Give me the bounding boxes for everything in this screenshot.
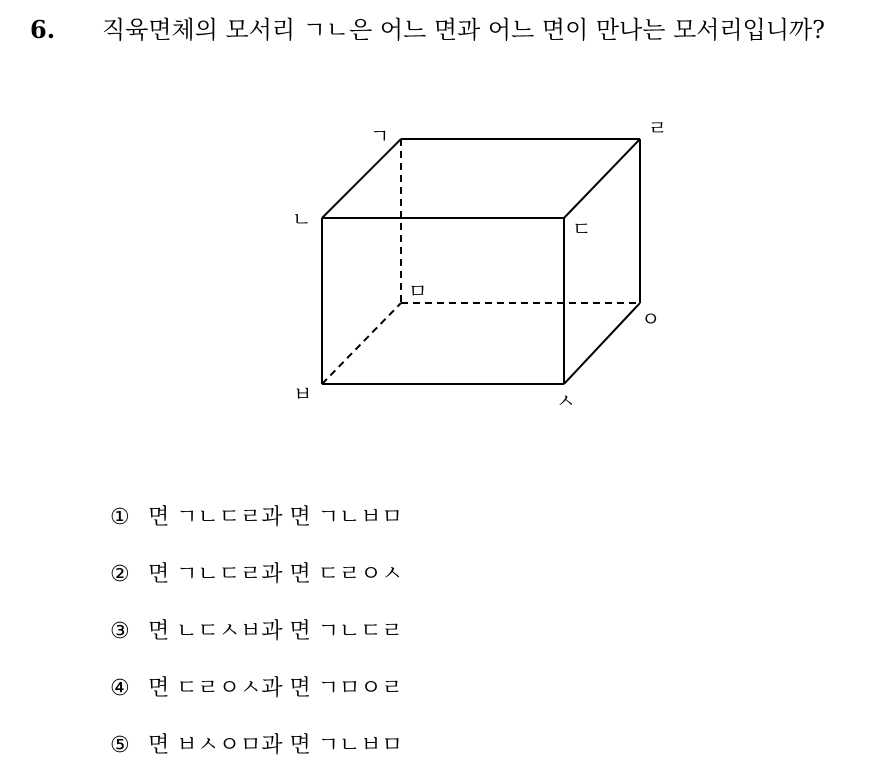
vertex-label-n: ㄴ (292, 207, 312, 231)
choice-1[interactable] (110, 498, 403, 538)
choice-marker: ④ (110, 676, 130, 701)
vertex-label-m: ㅁ (408, 279, 428, 303)
question-number: 6. (30, 15, 56, 44)
choice-marker: ⑤ (110, 733, 130, 758)
hidden-edge-b-m (322, 303, 401, 384)
vertex-label-r: ㄹ (648, 116, 668, 140)
choice-text: 면 ㄴㄷㅅㅂ과 면 ㄱㄴㄷㄹ (148, 619, 403, 644)
edge-n-g (322, 139, 401, 218)
vertex-label-o: ㅇ (641, 307, 661, 331)
choice-text: 면 ㄱㄴㄷㄹ과 면 ㄷㄹㅇㅅ (148, 562, 403, 587)
choice-marker: ② (110, 562, 130, 587)
choice-text: 면 ㅂㅅㅇㅁ과 면 ㄱㄴㅂㅁ (148, 733, 403, 758)
choice-3[interactable] (110, 612, 403, 652)
vertex-label-b: ㅂ (293, 382, 313, 406)
vertex-label-s: ㅅ (556, 389, 576, 413)
edge-d-r (564, 139, 640, 218)
choice-marker: ③ (110, 619, 130, 644)
choice-5[interactable] (110, 726, 403, 766)
vertex-label-g: ㄱ (370, 124, 390, 148)
choice-text: 면 ㄱㄴㄷㄹ과 면 ㄱㄴㅂㅁ (148, 505, 403, 530)
choice-2[interactable] (110, 555, 403, 595)
question-text: 직육면체의 모서리 ㄱㄴ은 어느 면과 어느 면이 만나는 모서리입니까? (102, 16, 826, 44)
choice-text: 면 ㄷㄹㅇㅅ과 면 ㄱㅁㅇㄹ (148, 676, 403, 701)
choice-marker: ① (110, 505, 130, 530)
choice-4[interactable] (110, 669, 403, 709)
vertex-label-d: ㄷ (572, 217, 592, 241)
edge-s-o (564, 303, 640, 384)
